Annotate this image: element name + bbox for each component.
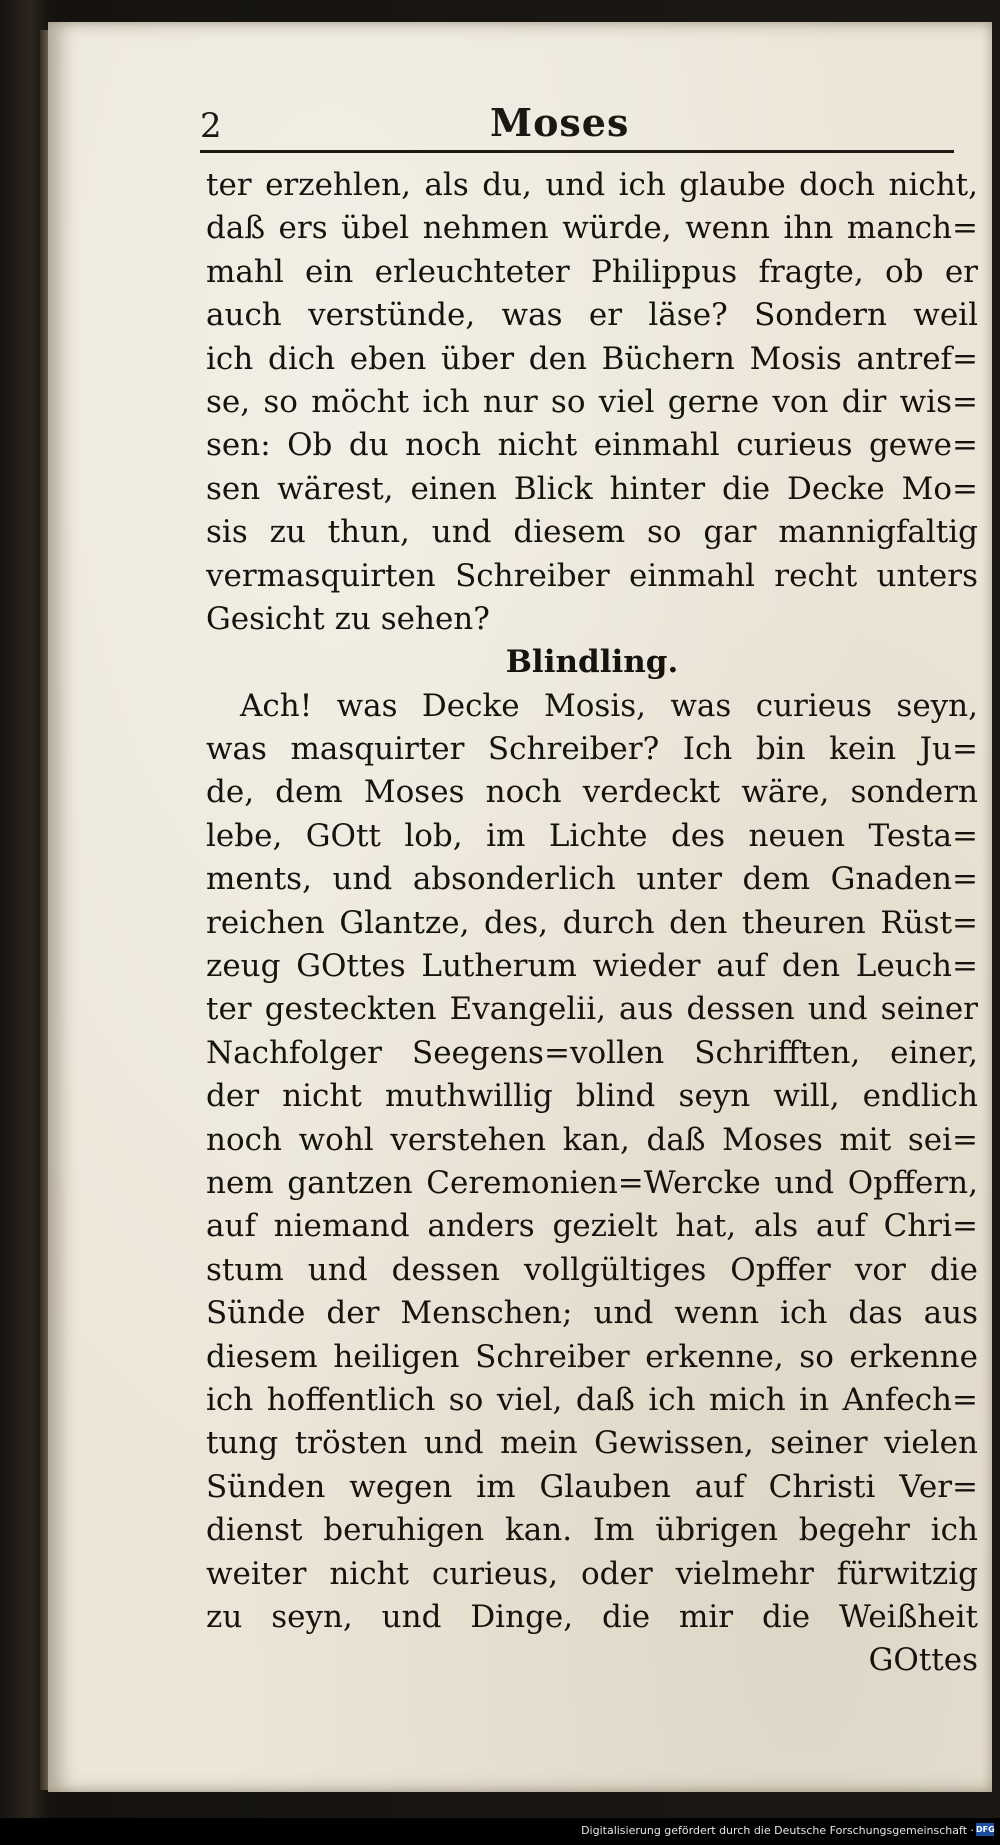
text-line: stum und dessen vollgültiges Opffer vor die (206, 1251, 978, 1288)
text-line: noch wohl verstehen kan, daß Moses mit sei= (206, 1121, 978, 1158)
text-line: zu seyn, und Dinge, die mir die Weißheit (206, 1598, 978, 1635)
text-line: sen: Ob du noch nicht einmahl curieus gewe= (206, 427, 978, 464)
page-header (200, 100, 960, 148)
text-line: Gesicht zu sehen? (206, 600, 490, 637)
text-line: auf niemand anders gezielt hat, als auf Chri= (206, 1208, 978, 1245)
text-line: sis zu thun, und diesem so gar mannigfaltig (206, 514, 978, 551)
text-line: Sünde der Menschen; und wenn ich das aus (206, 1295, 978, 1332)
text-line: zeug GOttes Lutherum wieder auf den Leuch= (206, 948, 978, 985)
text-line: se, so möcht ich nur so viel gerne von dir wis= (206, 383, 978, 420)
digitization-credit: Digitalisierung gefördert durch die Deutsche Forschungsgemeinschaft · (581, 1824, 974, 1837)
running-title: Moses (490, 100, 630, 145)
text-line: ter erzehlen, als du, und ich glaube doch nicht, (206, 167, 978, 203)
header-rule (200, 150, 954, 153)
text-line: dienst beruhigen kan. Im übrigen begehr ich (206, 1512, 978, 1549)
text-line: diesem heiligen Schreiber erkenne, so erkenne (206, 1338, 978, 1375)
text-line: ich hoffentlich so viel, daß ich mich in Anfech= (206, 1381, 978, 1418)
text-line: Ach! was Decke Mosis, was curieus seyn, (240, 687, 978, 724)
text-line: sen wärest, einen Blick hinter die Decke Mo= (206, 470, 978, 507)
dfg-logo: DFG (976, 1825, 995, 1834)
speaker-heading: Blindling. (505, 644, 679, 681)
text-line: Sünden wegen im Glauben auf Christi Ver= (206, 1468, 978, 1505)
catchword: GOttes (868, 1642, 978, 1679)
text-line: auch verstünde, was er läse? Sondern weil (206, 297, 978, 334)
text-line: was masquirter Schreiber? Ich bin kein Ju= (206, 731, 978, 768)
text-line: tung trösten und mein Gewissen, seiner vielen (206, 1425, 978, 1462)
text-line: ich dich eben über den Büchern Mosis antref= (206, 340, 978, 377)
text-line: reichen Glantze, des, durch den theuren Rüst= (206, 904, 978, 941)
text-line: nem gantzen Ceremonien=Wercke und Opffern, (206, 1164, 978, 1201)
text-line: der nicht muthwillig blind seyn will, endlich (206, 1078, 978, 1115)
text-line: vermasquirten Schreiber einmahl recht unters (206, 557, 978, 594)
text-line: de, dem Moses noch verdeckt wäre, sondern (206, 774, 978, 811)
text-line: ter gesteckten Evangelii, aus dessen und seiner (206, 991, 978, 1028)
body-text (206, 164, 978, 1683)
text-line: Nachfolger Seegens=vollen Schrifften, einer, (206, 1034, 978, 1071)
text-line: daß ers übel nehmen würde, wenn ihn manch= (206, 210, 978, 247)
page-number: 2 (200, 106, 222, 146)
text-line: lebe, GOtt lob, im Lichte des neuen Testa= (206, 817, 978, 854)
text-line: ments, und absonderlich unter dem Gnaden= (206, 861, 978, 898)
text-line: weiter nicht curieus, oder vielmehr fürwitzig (206, 1555, 978, 1592)
text-line: mahl ein erleuchteter Philippus fragte, ob er (206, 253, 978, 290)
